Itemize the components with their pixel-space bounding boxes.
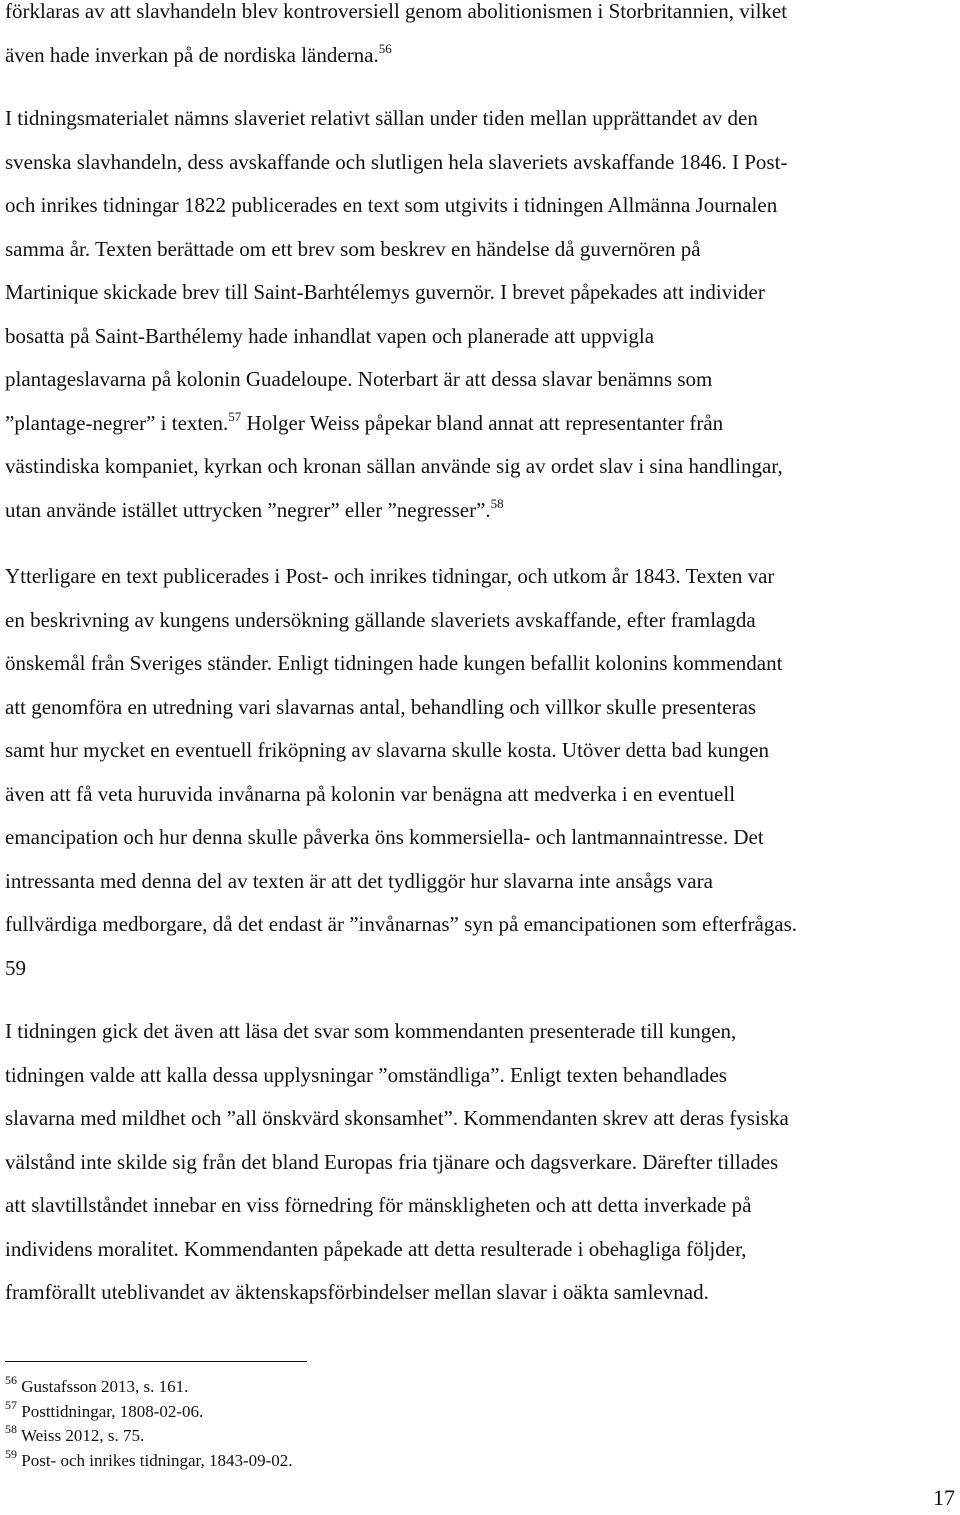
paragraph bbox=[5, 97, 787, 532]
text-line bbox=[5, 445, 787, 489]
text-line bbox=[5, 555, 797, 599]
text-segment: utan använde istället uttrycken ”negrer” eller ”negresser”. bbox=[5, 497, 491, 522]
text-line bbox=[5, 1228, 789, 1272]
text-segment: en beskrivning av kungens undersökning gällande slaveriets avskaffande, efter framlagda bbox=[5, 607, 756, 632]
footnote-number: 59 bbox=[5, 1446, 17, 1461]
footnote-number: 58 bbox=[5, 1422, 17, 1437]
text-segment: förklaras av att slavhandeln blev kontroversiell genom abolitionismen i Storbritannien, vilket bbox=[5, 0, 788, 23]
text-segment: att slavtillståndet innebar en viss förnedring för mänskligheten och att detta inverkade på bbox=[5, 1193, 752, 1217]
paragraph bbox=[5, 1010, 789, 1315]
text-line bbox=[5, 141, 787, 185]
text-segment: plantageslavarna på kolonin Guadeloupe. Noterbart är att dessa slavar benämns som bbox=[5, 367, 713, 391]
footnote bbox=[5, 1375, 293, 1400]
text-line bbox=[5, 184, 787, 228]
footnote bbox=[5, 1397, 293, 1425]
footnote bbox=[5, 1446, 293, 1474]
text-segment: Holger Weiss påpekar bland annat att representanter från bbox=[241, 410, 724, 435]
text-line bbox=[5, 97, 787, 141]
text-segment: framförallt uteblivandet av äktenskapsförbindelser mellan slavar i oäkta samlevnad. bbox=[5, 1280, 709, 1304]
text-segment: även hade inverkan på de nordiska länderna. bbox=[5, 42, 379, 67]
text-segment: tidningen valde att kalla dessa upplysningar ”omständliga”. Enligt texten behandlades bbox=[5, 1062, 727, 1087]
text-line bbox=[5, 1141, 789, 1185]
text-segment: I tidningsmaterialet nämns slaveriet relativt sällan under tiden mellan upprättandet av den bbox=[5, 106, 758, 130]
text-line bbox=[5, 1184, 789, 1228]
paragraph bbox=[5, 0, 787, 77]
text-line bbox=[5, 315, 787, 359]
text-segment: samma år. Texten berättade om ett brev som beskrev en händelse då guvernören på bbox=[5, 236, 701, 261]
text-segment: även att få veta huruvida invånarna på kolonin var benägna att medverka i en eventuell bbox=[5, 781, 736, 806]
footnote-separator bbox=[5, 1361, 307, 1362]
text-line bbox=[5, 1054, 789, 1098]
text-segment: samt hur mycket en eventuell friköpning av slavarna skulle kosta. Utöver detta bad kungen bbox=[5, 738, 769, 762]
footnotes bbox=[5, 1375, 293, 1473]
text-line bbox=[5, 1010, 789, 1054]
text-segment: 59 bbox=[5, 955, 26, 980]
text-segment: ”plantage-negrer” i texten. bbox=[5, 410, 229, 435]
text-segment: fullvärdiga medborgare, då det endast är ”invånarnas” syn på emancipationen som efterfrågas. bbox=[5, 912, 798, 936]
text-segment: Martinique skickade brev till Saint-Barhtélemys guvernör. I brevet påpekades att individer bbox=[5, 280, 765, 304]
footnote-text: Posttidningar, 1808-02-06. bbox=[17, 1401, 204, 1421]
footnote-number: 56 bbox=[5, 1373, 17, 1388]
text-segment: emancipation och hur denna skulle påverka öns kommersiella- och lantmannaintresse. Det bbox=[5, 825, 764, 849]
text-segment: västindiska kompaniet, kyrkan och kronan sällan använde sig av ordet slav i sina handlingar, bbox=[5, 454, 783, 478]
text-segment: önskemål från Sveriges ständer. Enligt tidningen hade kungen befallit kolonins kommendant bbox=[5, 651, 783, 675]
text-segment: Ytterligare en text publicerades i Post- och inrikes tidningar, och utkom år 1843. Texten var bbox=[5, 564, 775, 588]
text-line bbox=[5, 903, 797, 947]
footnote-ref: 58 bbox=[490, 495, 504, 511]
text-line bbox=[5, 599, 797, 643]
text-line bbox=[5, 228, 787, 272]
text-segment: I tidningen gick det även att läsa det svar som kommendanten presenterade till kungen, bbox=[5, 1019, 737, 1043]
text-segment: och inrikes tidningar 1822 publicerades en text som utgivits i tidningen Allmänna Journalen bbox=[5, 193, 778, 217]
text-line bbox=[5, 729, 797, 773]
text-segment: att genomföra en utredning vari slavarnas antal, behandling och villkor skulle presenteras bbox=[5, 694, 757, 719]
text-line bbox=[5, 816, 797, 860]
text-segment: intressanta med denna del av texten är att det tydliggör hur slavarna inte ansågs vara bbox=[5, 868, 713, 893]
text-line bbox=[5, 947, 797, 991]
page-number: 17 bbox=[933, 1485, 955, 1510]
footnote-text: Gustafsson 2013, s. 161. bbox=[17, 1377, 189, 1396]
footnote-text: Weiss 2012, s. 75. bbox=[17, 1426, 145, 1445]
footnote-text: Post- och inrikes tidningar, 1843-09-02. bbox=[17, 1450, 293, 1470]
text-segment: individens moralitet. Kommendanten påpekade att detta resulterade i obehagliga följder, bbox=[5, 1236, 747, 1261]
footnote bbox=[5, 1424, 293, 1449]
text-line bbox=[5, 1097, 789, 1141]
text-line bbox=[5, 642, 797, 686]
text-line bbox=[5, 271, 787, 315]
footnote-number: 57 bbox=[5, 1397, 17, 1412]
text-line bbox=[5, 402, 787, 446]
footnote-ref: 56 bbox=[378, 40, 392, 56]
text-segment: bosatta på Saint-Barthélemy hade inhandlat vapen och planerade att uppvigla bbox=[5, 323, 655, 348]
text-segment: svenska slavhandeln, dess avskaffande och slutligen hela slaveriets avskaffande 1846. I Post- bbox=[5, 149, 788, 174]
text-line bbox=[5, 489, 787, 533]
text-segment: slavarna med mildhet och ”all önskvärd skonsamhet”. Kommendanten skrev att deras fysiska bbox=[5, 1106, 789, 1130]
text-line bbox=[5, 0, 787, 34]
text-line bbox=[5, 860, 797, 904]
text-line bbox=[5, 686, 797, 730]
text-line bbox=[5, 1271, 789, 1315]
paragraph bbox=[5, 555, 797, 990]
footnote-ref: 57 bbox=[228, 408, 242, 424]
text-line bbox=[5, 773, 797, 817]
text-line bbox=[5, 34, 787, 78]
text-segment: välstånd inte skilde sig från det bland Europas fria tjänare och dagsverkare. Därefter tillades bbox=[5, 1149, 779, 1174]
text-line bbox=[5, 358, 787, 402]
